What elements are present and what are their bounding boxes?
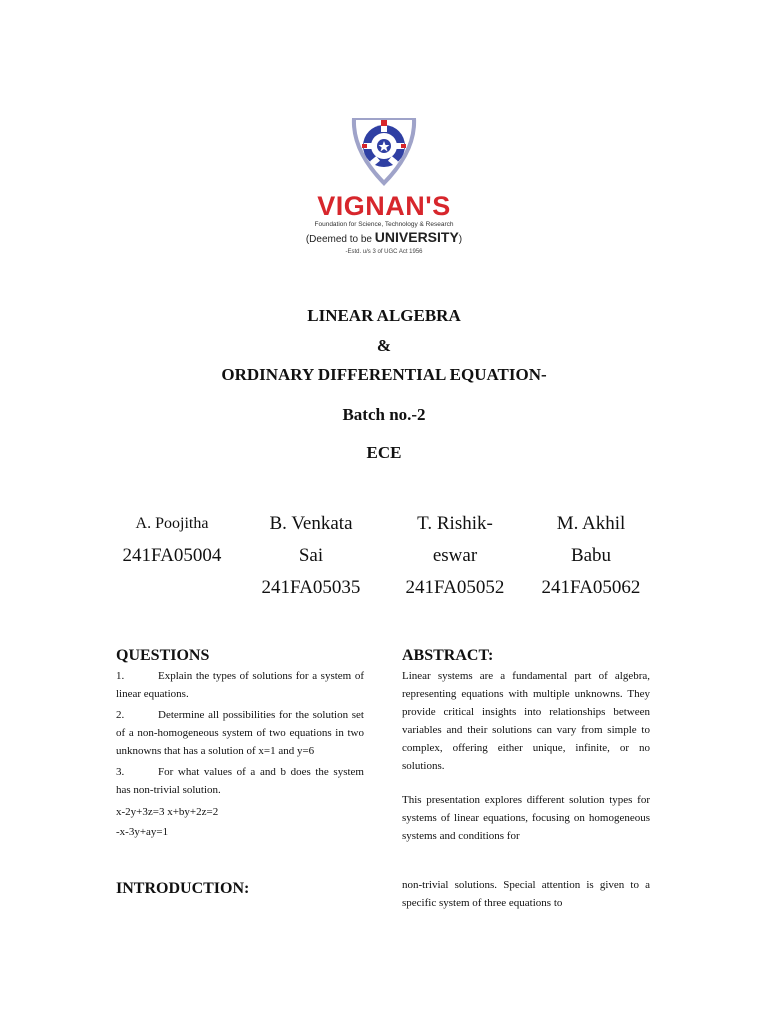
abstract-paragraph: Linear systems are a fundamental part of algebra, representing equations with multiple unknowns. They provide critical insights into relationships between variables and their solutions can vary from simple to complex, offering either unique, infinite, or no solutions. xyxy=(402,670,650,772)
shield-emblem-icon xyxy=(300,112,468,192)
brand-university xyxy=(300,229,468,248)
univ-suffix: ) xyxy=(458,234,463,245)
brand-estd: -Estd. u/s 3 of UGC Act 1956 xyxy=(345,249,423,255)
brand-name: VIGNAN'S xyxy=(317,191,451,221)
member-name: A. Poojitha xyxy=(135,515,209,532)
title-subject-1: LINEAR ALGEBRA xyxy=(307,306,461,325)
questions-heading: QUESTIONS xyxy=(116,647,210,664)
member-id: 241FA05035 xyxy=(261,577,361,598)
member-4 xyxy=(521,508,661,604)
question-text: Explain the types of solutions for a system of linear equations. xyxy=(116,670,364,700)
member-1 xyxy=(102,508,242,572)
title-batch: Batch no.-2 xyxy=(342,405,426,424)
member-id: 241FA05062 xyxy=(541,577,641,598)
abstract-paragraph: This presentation explores different solution types for systems of linear equations, focusing on homogeneous systems and conditions for xyxy=(402,794,650,842)
university-brand xyxy=(300,192,468,257)
question-text: For what values of a and b does the system has non-trivial solution. xyxy=(116,766,364,796)
abstract-section xyxy=(402,647,650,845)
question-item xyxy=(116,667,364,703)
member-name: B. Venkata xyxy=(269,513,353,534)
abstract-continued: non-trivial solutions. Special attention is given to a specific system of three equations to xyxy=(402,879,650,909)
equation-line: -x-3y+ay=1 xyxy=(116,826,169,838)
member-id: 241FA05052 xyxy=(405,577,505,598)
member-name-cont: Sai xyxy=(298,545,324,566)
member-id: 241FA05004 xyxy=(122,545,222,566)
brand-tagline: Foundation for Science, Technology & Research xyxy=(314,221,454,228)
question-item xyxy=(116,763,364,799)
member-2 xyxy=(241,508,381,604)
member-name: M. Akhil xyxy=(556,513,626,534)
question-number: 3. xyxy=(116,766,125,778)
introduction-heading: INTRODUCTION: xyxy=(116,880,250,897)
member-name-cont: eswar xyxy=(432,545,478,566)
title-department: ECE xyxy=(366,443,402,462)
equation-line: x-2y+3z=3 x+by+2z=2 xyxy=(116,806,219,818)
question-number: 2. xyxy=(116,709,125,721)
univ-word: UNIVERSITY xyxy=(374,229,459,245)
question-item xyxy=(116,706,364,760)
abstract-heading: ABSTRACT: xyxy=(402,647,494,664)
univ-prefix: (Deemed to be xyxy=(305,234,372,245)
questions-section xyxy=(116,647,364,842)
title-ampersand: & xyxy=(376,336,392,355)
member-name-cont: Babu xyxy=(570,545,612,566)
question-number: 1. xyxy=(116,670,125,682)
member-3 xyxy=(385,508,525,604)
member-name: T. Rishik- xyxy=(417,513,493,534)
title-subject-2: ORDINARY DIFFERENTIAL EQUATION- xyxy=(221,365,547,384)
question-text: Determine all possibilities for the solution set of a non-homogeneous system of two equations in two unknowns that has a solution of x=1 and y=6 xyxy=(116,709,364,757)
